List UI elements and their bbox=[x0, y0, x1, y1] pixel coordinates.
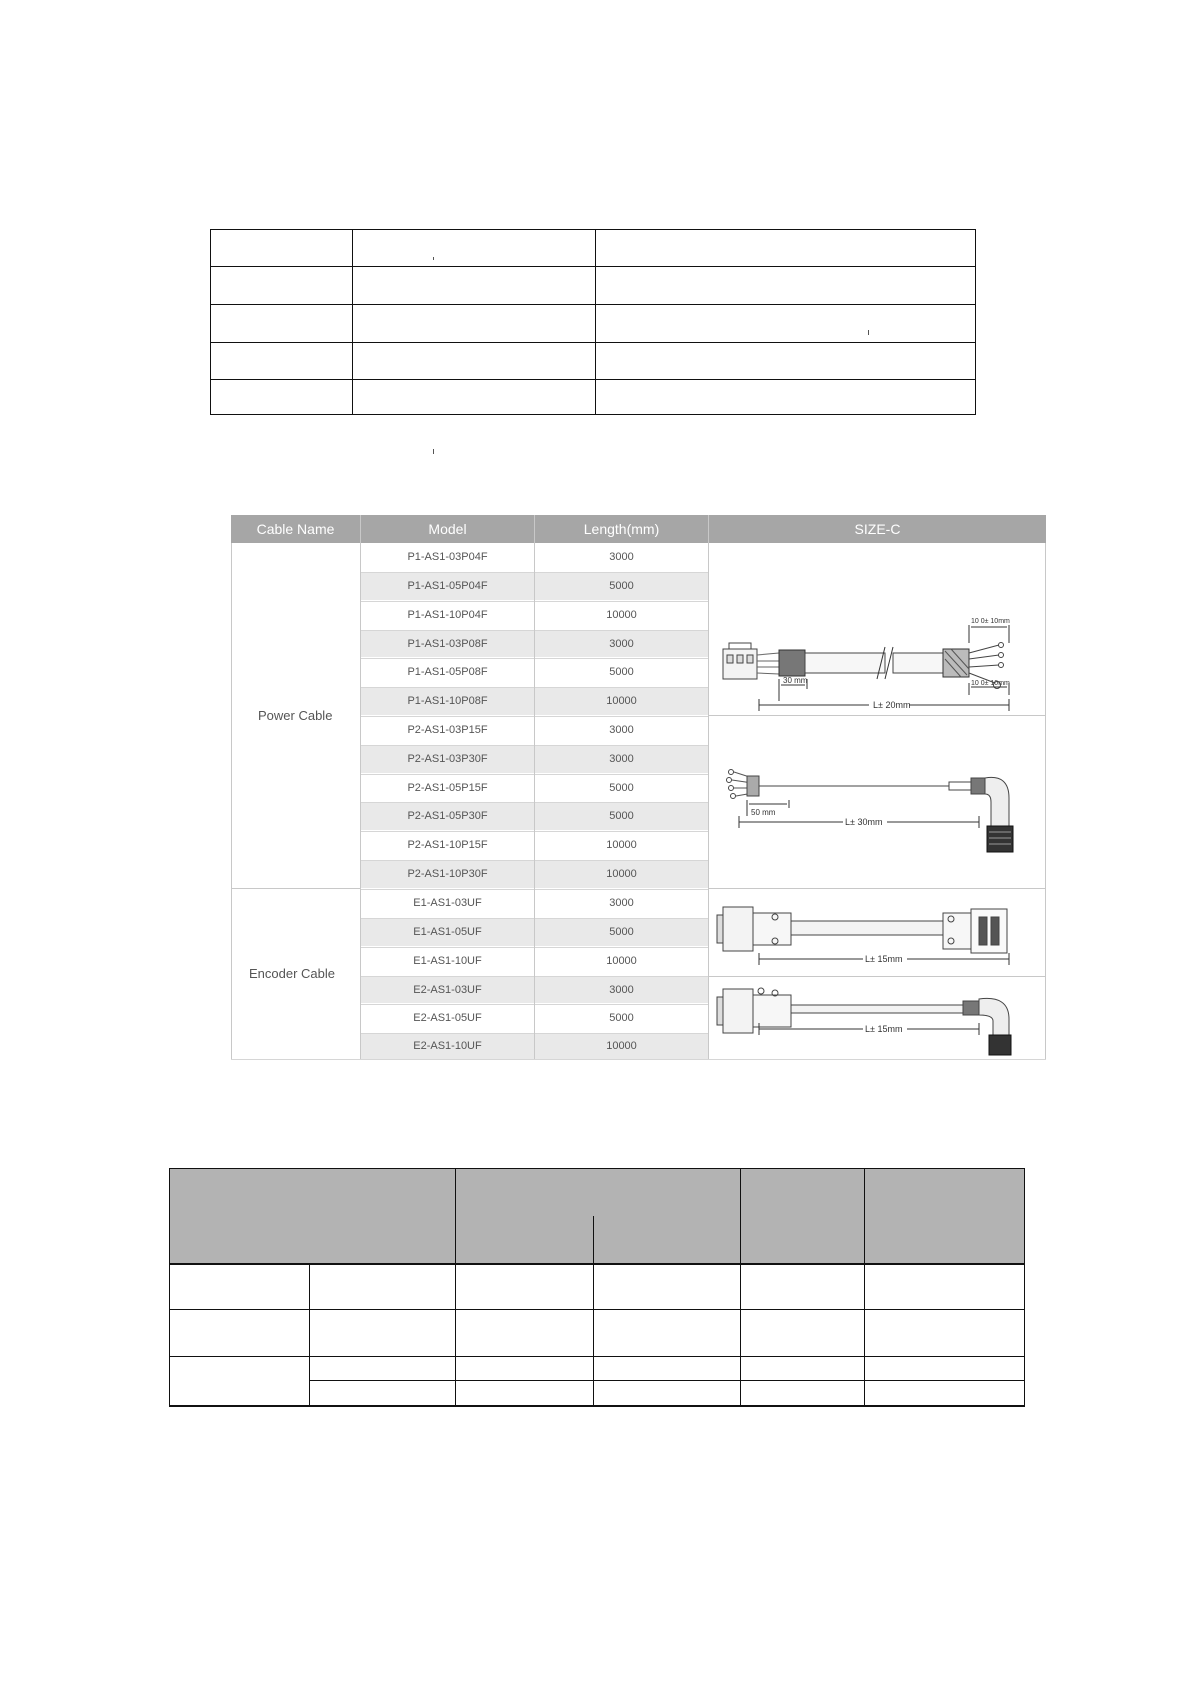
grid-line bbox=[1045, 543, 1046, 1060]
model-cell: P2-AS1-03P15F bbox=[407, 724, 488, 736]
table-line bbox=[309, 1263, 310, 1406]
model-cell: E1-AS1-05UF bbox=[361, 918, 534, 946]
model-cell: E2-AS1-03UF bbox=[361, 976, 534, 1003]
table-row-divider bbox=[211, 266, 975, 267]
e2-encoder-cable-drawing bbox=[709, 977, 1045, 1059]
header-length: Length(mm) bbox=[535, 515, 708, 543]
cable-spec-table bbox=[231, 515, 1046, 1060]
header-cable-name: Cable Name bbox=[231, 515, 360, 543]
length-cell: 3000 bbox=[535, 630, 708, 657]
length-cell: 10000 bbox=[535, 687, 708, 715]
e1-dim-main: L± 15mm bbox=[865, 954, 903, 964]
table-line bbox=[740, 1168, 741, 1406]
model-cell: P1-AS1-05P04F bbox=[361, 572, 534, 600]
table-col-divider bbox=[352, 230, 353, 414]
length-cell: 5000 bbox=[609, 781, 634, 794]
p2-dim-left: 50 mm bbox=[751, 808, 776, 817]
p2-power-cable-drawing bbox=[709, 716, 1045, 888]
model-cell: P2-AS1-03P30F bbox=[361, 745, 534, 773]
model-cell: E2-AS1-10UF bbox=[361, 1033, 534, 1059]
p1-dim-left: 30 mm bbox=[783, 676, 808, 685]
table-line bbox=[1024, 1168, 1025, 1406]
p1-strip-top: 10 0± 10mm bbox=[971, 618, 1010, 625]
length-cell: 5000 bbox=[535, 918, 708, 946]
length-cell: 5000 bbox=[535, 572, 708, 600]
group-power-cable: Power Cable bbox=[258, 708, 333, 723]
header-cell bbox=[740, 1168, 864, 1263]
model-cell: P1-AS1-03P08F bbox=[361, 630, 534, 657]
grid-line bbox=[231, 888, 361, 889]
length-cell: 10000 bbox=[606, 609, 637, 621]
model-cell: P1-AS1-05P08F bbox=[407, 666, 488, 678]
table-row-divider bbox=[211, 379, 975, 380]
model-cell: E1-AS1-03UF bbox=[413, 897, 482, 909]
table-col-divider bbox=[595, 230, 596, 414]
table-line bbox=[864, 1168, 865, 1406]
length-cell: 5000 bbox=[609, 666, 634, 678]
length-cell: 10000 bbox=[606, 839, 637, 851]
header-model: Model bbox=[361, 515, 534, 543]
table-line bbox=[169, 1309, 1025, 1310]
scan-mark bbox=[433, 257, 434, 260]
header-cell bbox=[864, 1168, 1025, 1263]
scan-mark bbox=[433, 449, 434, 454]
model-cell: P1-AS1-10P04F bbox=[407, 609, 488, 621]
length-cell: 3000 bbox=[609, 551, 634, 563]
model-cell: P1-AS1-03P04F bbox=[407, 551, 488, 563]
group-encoder-cable: Encoder Cable bbox=[249, 966, 335, 981]
scan-mark bbox=[868, 330, 869, 335]
p2-dim-main: L± 30mm bbox=[845, 817, 883, 827]
e1-encoder-cable-drawing bbox=[709, 889, 1045, 976]
table-line bbox=[593, 1216, 594, 1406]
header-cell bbox=[455, 1168, 740, 1216]
model-cell: P2-AS1-10P15F bbox=[407, 839, 488, 851]
length-cell: 3000 bbox=[609, 897, 634, 909]
blank-table-top bbox=[210, 229, 976, 415]
length-cell: 5000 bbox=[535, 802, 708, 830]
grid-line bbox=[231, 1059, 1046, 1060]
grid-line bbox=[360, 515, 361, 1060]
table-line bbox=[169, 1356, 1025, 1357]
table-line bbox=[169, 1168, 170, 1406]
model-cell: P2-AS1-05P30F bbox=[361, 802, 534, 830]
length-cell: 3000 bbox=[609, 724, 634, 736]
length-cell: 10000 bbox=[606, 955, 637, 967]
length-cell: 3000 bbox=[535, 745, 708, 773]
grid-line bbox=[534, 515, 535, 1060]
length-cell: 5000 bbox=[609, 1012, 634, 1024]
p1-dim-main: L± 20mm bbox=[873, 700, 911, 710]
length-cell: 3000 bbox=[535, 976, 708, 1003]
blank-table-bottom bbox=[169, 1168, 1025, 1406]
length-cell: 10000 bbox=[535, 860, 708, 888]
model-cell: P2-AS1-05P15F bbox=[407, 781, 488, 794]
header-cell bbox=[455, 1216, 593, 1263]
table-line bbox=[309, 1380, 1025, 1381]
header-size-c: SIZE-C bbox=[709, 515, 1046, 543]
table-row-divider bbox=[211, 342, 975, 343]
header-cell bbox=[169, 1168, 455, 1263]
table-line bbox=[169, 1405, 1025, 1407]
model-cell: E1-AS1-10UF bbox=[413, 955, 482, 967]
model-cell: E2-AS1-05UF bbox=[413, 1012, 482, 1024]
grid-line bbox=[231, 543, 232, 1060]
table-line bbox=[169, 1168, 1025, 1169]
table-line bbox=[169, 1263, 1025, 1265]
table-line bbox=[455, 1168, 456, 1406]
p1-power-cable-drawing bbox=[709, 543, 1045, 715]
model-cell: P1-AS1-10P08F bbox=[361, 687, 534, 715]
length-cell: 10000 bbox=[535, 1033, 708, 1059]
model-cell: P2-AS1-10P30F bbox=[361, 860, 534, 888]
table-row-divider bbox=[211, 304, 975, 305]
e2-dim-main: L± 15mm bbox=[865, 1024, 903, 1034]
p1-strip-bottom: 10 0± 10mm bbox=[971, 680, 1010, 687]
header-cell bbox=[593, 1216, 740, 1263]
